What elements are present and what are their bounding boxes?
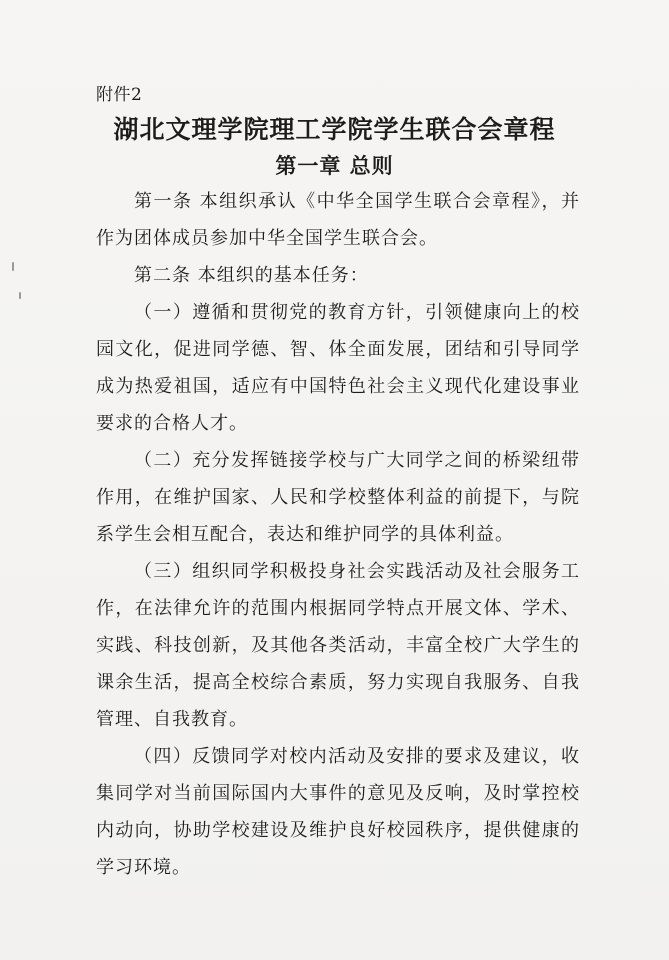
document-title: 湖北文理学院理工学院学生联合会章程 bbox=[113, 115, 556, 144]
document-body bbox=[96, 183, 580, 886]
task-item-2: （二）充分发挥链接学校与广大同学之间的桥梁纽带作用，在维护国家、人民和学校整体利益的前提下，与院系学生会相互配合，表达和维护同学的具体利益。 bbox=[96, 450, 580, 545]
article-2-heading: 第二条 本组织的基本任务： bbox=[134, 265, 369, 286]
task-item-4: （四）反馈同学对校内活动及安排的要求及建议，收集同学对当前国际国内大事件的意见及反响，及时掌控校内动向，协助学校建设及维护良好校园秩序，提供健康的学习环境。 bbox=[96, 746, 580, 878]
task-item-1: （一）遵循和贯彻党的教育方针，引领健康向上的校园文化，促进同学德、智、体全面发展，团结和引导同学成为热爱祖国，适应有中国特色社会主义现代化建设事业要求的合格人才。 bbox=[96, 302, 580, 434]
scan-mark bbox=[12, 262, 14, 271]
scan-mark bbox=[19, 292, 21, 299]
attachment-label: 附件2 bbox=[96, 85, 143, 105]
chapter-title: 第一章 总则 bbox=[275, 154, 394, 178]
task-item-3: （三）组织同学积极投身社会实践活动及社会服务工作，在法律允许的范围内根据同学特点开展文体、学术、实践、科技创新，及其他各类活动，丰富全校广大学生的课余生活，提高全校综合素质，努力实现自我服务、自我管理、自我教育。 bbox=[96, 561, 580, 730]
article-1-paragraph: 第一条 本组织承认《中华全国学生联合会章程》，并作为团体成员参加中华全国学生联合会。 bbox=[96, 191, 580, 249]
